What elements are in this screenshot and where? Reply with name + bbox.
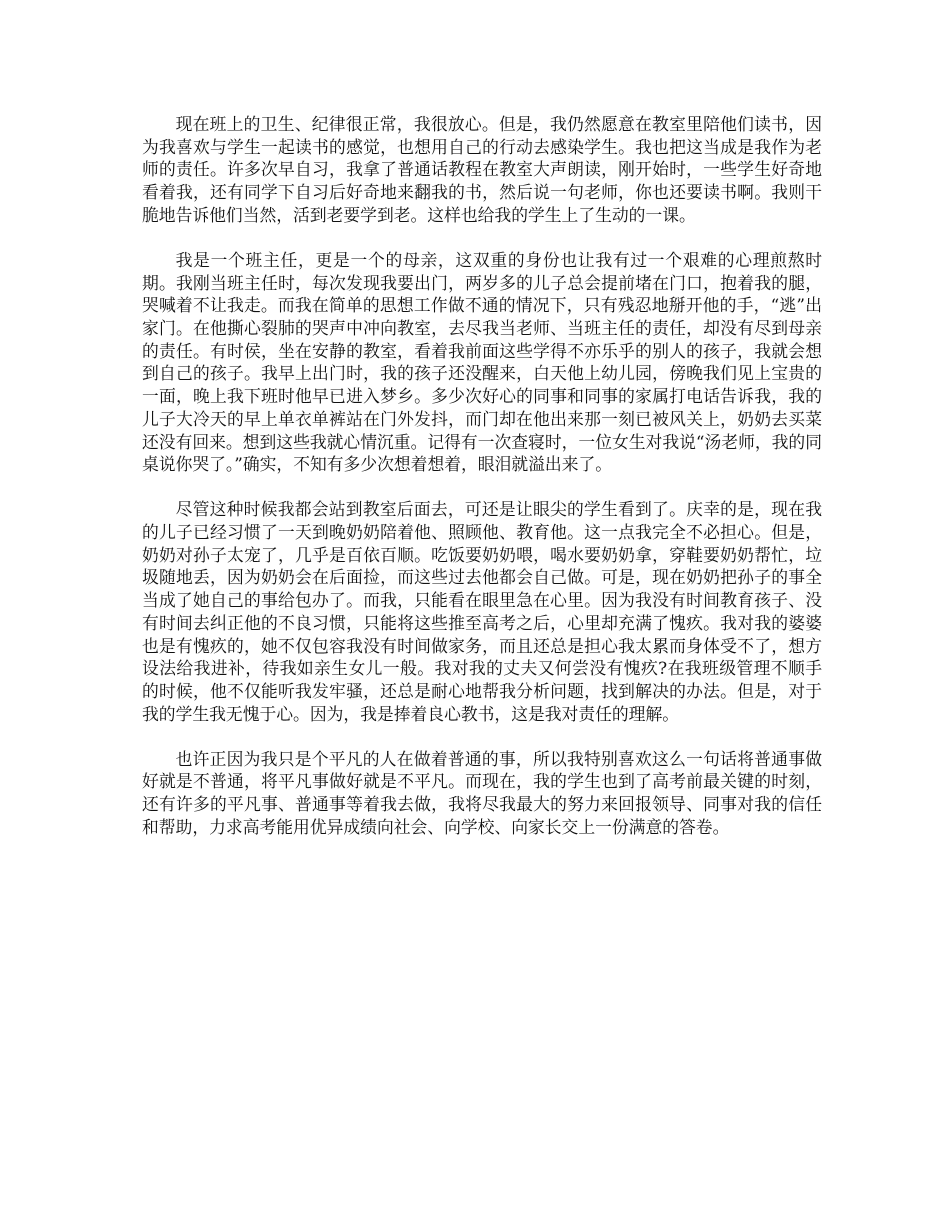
- paragraph-4: 也许正因为我只是个平凡的人在做着普通的事，所以我特别喜欢这么一句话将普通事做好就是不普通，将平凡事做好就是不平凡。而现在，我的学生也到了高考前最关键的时刻，还有许多的平凡事、普通事等着我去做，我将尽我最大的努力来回报领导、同事对我的信任和帮助，力求高考能用优异成绩向社会、向学校、向家长交上一份满意的答卷。: [142, 748, 822, 837]
- paragraph-1: 现在班上的卫生、纪律很正常，我很放心。但是，我仍然愿意在教室里陪他们读书，因为我喜欢与学生一起读书的感觉，也想用自己的行动去感染学生。我也把这当成是我作为老师的责任。许多次早自习，我拿了普通话教程在教室大声朗读，刚开始时，一些学生好奇地看着我，还有同学下自习后好奇地来翻我的书，然后说一句老师，你也还要读书啊。我则干脆地告诉他们当然，活到老要学到老。这样也给我的学生上了生动的一课。: [142, 114, 822, 225]
- document-body: [142, 113, 822, 861]
- paragraph-2: 我是一个班主任，更是一个的母亲，这双重的身份也让我有过一个艰难的心理煎熬时期。我刚当班主任时，每次发现我要出门，两岁多的儿子总会提前堵在门口，抱着我的腿，哭喊着不让我走。而我在简单的思想工作做不通的情况下，只有残忍地掰开他的手，“逃”出家门。在他撕心裂肺的哭声中冲向教室，去尽我当老师、当班主任的责任，却没有尽到母亲的责任。有时侯，坐在安静的教室，看着我前面这些学得不亦乐乎的别人的孩子，我就会想到自己的孩子。我早上出门时，我的孩子还没醒来，白天他上幼儿园，傍晚我们见上宝贵的一面，晚上我下班时他早已进入梦乡。多少次好心的同事和同事的家属打电话告诉我，我的儿子大冷天的早上单衣单裤站在门外发抖，而门却在他出来那一刻已被风关上，奶奶去买菜还没有回来。想到这些我就心情沉重。记得有一次查寝时，一位女生对我说“汤老师，我的同桌说你哭了。”确实，不知有多少次想着想着，眼泪就溢出来了。: [142, 249, 822, 475]
- paragraph-3: 尽管这种时候我都会站到教室后面去，可还是让眼尖的学生看到了。庆幸的是，现在我的儿子已经习惯了一天到晚奶奶陪着他、照顾他、教育他。这一点我完全不必担心。但是，奶奶对孙子太宠了，几乎是百依百顺。吃饭要奶奶喂，喝水要奶奶拿，穿鞋要奶奶帮忙，垃圾随地丢，因为奶奶会在后面捡，而这些过去他都会自己做。可是，现在奶奶把孙子的事全当成了她自己的事给包办了。而我，只能看在眼里急在心里。因为我没有时间教育孩子、没有时间去纠正他的不良习惯，只能将这些推至高考之后，心里却充满了愧疚。我对我的婆婆也是有愧疚的，她不仅包容我没有时间做家务，而且还总是担心我太累而身体受不了，想方设法给我进补，待我如亲生女儿一般。我对我的丈夫又何尝没有愧疚?在我班级管理不顺手的时候，他不仅能听我发牢骚，还总是耐心地帮我分析问题，找到解决的办法。但是，对于我的学生我无愧于心。因为，我是捧着良心教书，这是我对责任的理解。: [142, 499, 822, 724]
